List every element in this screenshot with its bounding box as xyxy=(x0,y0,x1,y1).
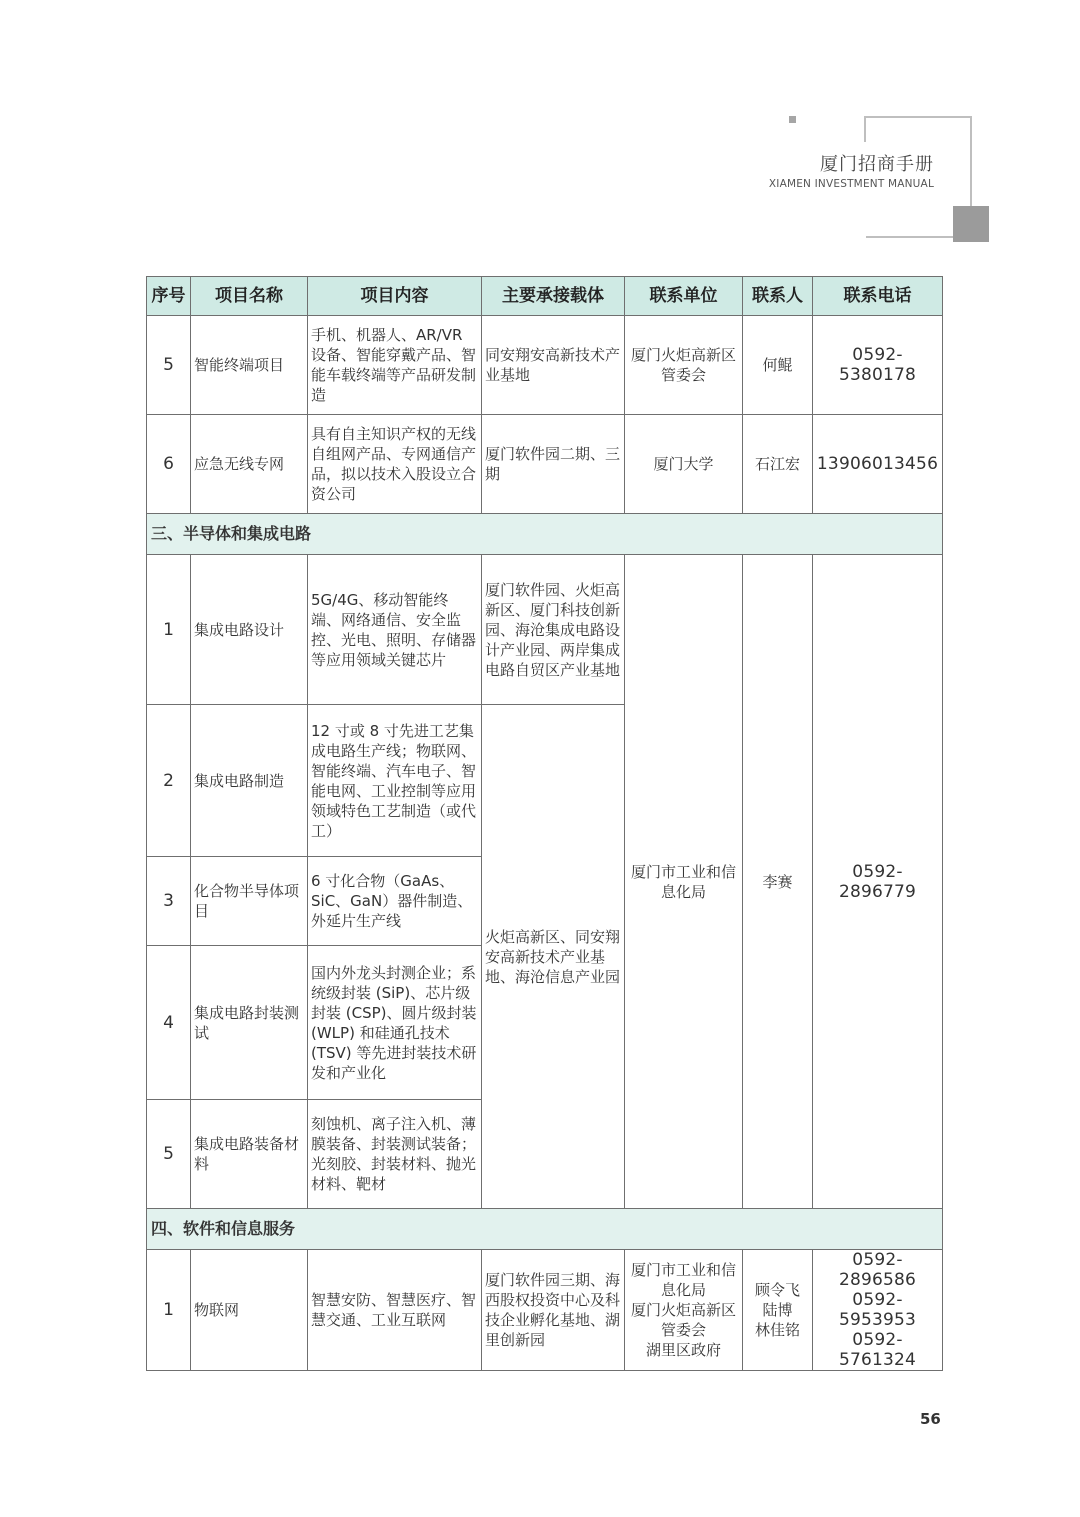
table-row xyxy=(147,1250,943,1371)
row-contacts xyxy=(743,1250,813,1371)
row-unit: 厦门火炬高新区管委会 xyxy=(625,316,743,415)
row-name: 集成电路封装测试 xyxy=(191,946,308,1100)
shared-unit: 厦门市工业和信息化局 xyxy=(625,555,743,1209)
phone-line: 0592-5953953 xyxy=(838,1290,917,1330)
col-header-carrier: 主要承接载体 xyxy=(482,277,625,316)
row-carrier: 同安翔安高新技术产业基地 xyxy=(482,316,625,415)
section-row xyxy=(147,1209,943,1250)
shared-contact: 李赛 xyxy=(743,555,813,1209)
row-name: 应急无线专网 xyxy=(191,415,308,514)
header-frame-line xyxy=(866,116,972,118)
row-no: 5 xyxy=(147,1100,191,1209)
row-no: 1 xyxy=(147,555,191,705)
phone-line: 0592-5761324 xyxy=(838,1330,917,1370)
col-header-name: 项目名称 xyxy=(191,277,308,316)
row-content: 刻蚀机、离子注入机、薄膜装备、封装测试装备；光刻胶、封装材料、抛光材料、靶材 xyxy=(308,1100,482,1209)
unit-line: 湖里区政府 xyxy=(645,1341,721,1359)
table-row xyxy=(147,415,943,514)
row-no: 5 xyxy=(147,316,191,415)
row-name: 物联网 xyxy=(191,1250,308,1371)
row-name: 集成电路装备材料 xyxy=(191,1100,308,1209)
shared-carrier: 火炬高新区、同安翔安高新技术产业基地、海沧信息产业园 xyxy=(482,705,625,1209)
row-no: 1 xyxy=(147,1250,191,1371)
manual-title: 厦门招商手册 xyxy=(820,154,934,175)
row-carrier: 厦门软件园、火炬高新区、厦门科技创新园、海沧集成电路设计产业园、两岸集成电路自贸区产业基地 xyxy=(482,555,625,705)
page-number: 56 xyxy=(920,1410,941,1428)
col-header-content: 项目内容 xyxy=(308,277,482,316)
row-no: 4 xyxy=(147,946,191,1100)
row-content: 手机、机器人、AR/VR 设备、智能穿戴产品、智能车载终端等产品研发制造 xyxy=(308,316,482,415)
header-frame-line xyxy=(864,116,866,142)
header-dot-decoration xyxy=(789,116,796,123)
row-content: 6 寸化合物（GaAs、SiC、GaN）器件制造、外延片生产线 xyxy=(308,857,482,946)
row-carrier: 厦门软件园二期、三期 xyxy=(482,415,625,514)
row-name: 智能终端项目 xyxy=(191,316,308,415)
row-content: 智慧安防、智慧医疗、智慧交通、工业互联网 xyxy=(308,1250,482,1371)
row-contact: 石江宏 xyxy=(743,415,813,514)
row-content: 具有自主知识产权的无线自组网产品、专网通信产品，拟以技术入股设立合资公司 xyxy=(308,415,482,514)
row-carrier: 厦门软件园三期、海西股权投资中心及科技企业孵化基地、湖里创新园 xyxy=(482,1250,625,1371)
row-no: 2 xyxy=(147,705,191,857)
col-header-contact: 联系人 xyxy=(743,277,813,316)
contact-line: 陆博 xyxy=(762,1301,793,1319)
unit-line: 厦门火炬高新区管委会 xyxy=(630,1301,736,1339)
unit-line: 厦门市工业和信息化局 xyxy=(630,1261,736,1299)
project-table xyxy=(146,276,943,1371)
row-unit: 厦门大学 xyxy=(625,415,743,514)
table-row xyxy=(147,316,943,415)
table-header-row xyxy=(147,277,943,316)
row-content: 5G/4G、移动智能终端、网络通信、安全监控、光电、照明、存储器等应用领域关键芯片 xyxy=(308,555,482,705)
section-title: 四、软件和信息服务 xyxy=(147,1209,943,1250)
row-name: 集成电路制造 xyxy=(191,705,308,857)
row-units xyxy=(625,1250,743,1371)
row-phones xyxy=(813,1250,943,1371)
section-row xyxy=(147,514,943,555)
row-contact: 何鲲 xyxy=(743,316,813,415)
row-name: 集成电路设计 xyxy=(191,555,308,705)
row-content: 国内外龙头封测企业；系统级封装 (SiP)、芯片级封装 (CSP)、圆片级封装 (WLP) 和硅通孔技术 (TSV) 等先进封装技术研发和产业化 xyxy=(308,946,482,1100)
row-phone: 13906013456 xyxy=(813,415,943,514)
row-no: 3 xyxy=(147,857,191,946)
phone-line: 0592-2896586 xyxy=(838,1250,917,1290)
contact-line: 林佳铭 xyxy=(754,1321,800,1339)
section-title: 三、半导体和集成电路 xyxy=(147,514,943,555)
manual-subtitle: XIAMEN INVESTMENT MANUAL xyxy=(768,178,934,190)
col-header-phone: 联系电话 xyxy=(813,277,943,316)
row-no: 6 xyxy=(147,415,191,514)
col-header-unit: 联系单位 xyxy=(625,277,743,316)
table-row xyxy=(147,555,943,705)
col-header-no: 序号 xyxy=(147,277,191,316)
contact-line: 顾令飞 xyxy=(754,1281,800,1299)
shared-phone: 0592-2896779 xyxy=(813,555,943,1209)
row-phone: 0592-5380178 xyxy=(813,316,943,415)
header-gray-block xyxy=(953,206,989,242)
row-name: 化合物半导体项目 xyxy=(191,857,308,946)
row-content: 12 寸或 8 寸先进工艺集成电路生产线；物联网、智能终端、汽车电子、智能电网、工业控制等应用领域特色工艺制造（或代工） xyxy=(308,705,482,857)
